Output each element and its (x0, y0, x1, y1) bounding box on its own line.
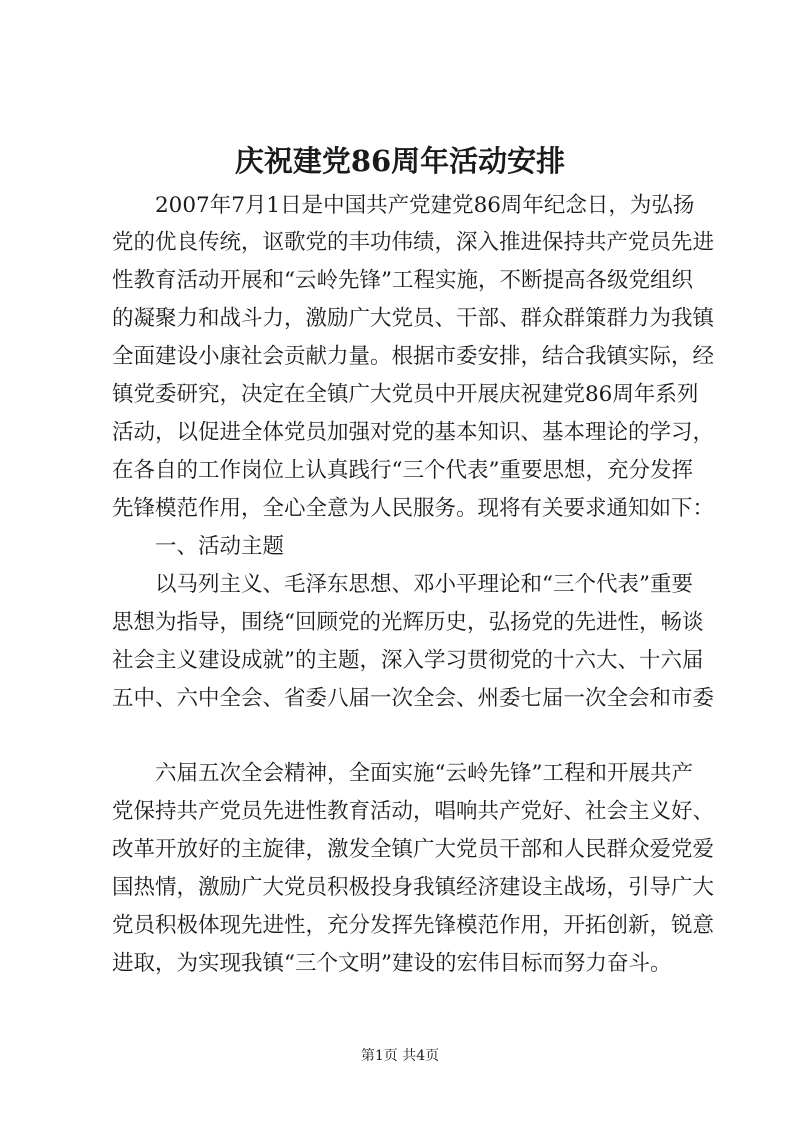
section-heading: 一、活动主题 (112, 534, 285, 559)
text-line: 镇党委研究，决定在全镇广大党员中开展庆祝建党86周年系列 (112, 382, 699, 407)
text-line: 思想为指导，围绕“回顾党的光辉历史，弘扬党的先进性，畅谈 (112, 610, 704, 635)
text-line: 性教育活动开展和“云岭先锋”工程实施，不断提高各级党组织 (112, 268, 693, 293)
text-line: 先锋模范作用，全心全意为人民服务。现将有关要求通知如下： (112, 496, 715, 521)
text-line: 以马列主义、毛泽东思想、邓小平理论和“三个代表”重要 (112, 572, 693, 597)
text-line: 活动，以促进全体党员加强对党的基本知识、基本理论的学习， (112, 420, 715, 445)
text-line: 全面建设小康社会贡献力量。根据市委安排，结合我镇实际，经 (112, 344, 715, 369)
text-line: 党员积极体现先进性，充分发挥先锋模范作用，开拓创新，锐意 (112, 913, 715, 938)
text-line: 的凝聚力和战斗力，激励广大党员、干部、群众群策群力为我镇 (112, 306, 715, 331)
page-footer: 第1页 共4页 (360, 1048, 440, 1064)
text-line: 党保持共产党员先进性教育活动，唱响共产党好、社会主义好、 (112, 799, 715, 824)
text-line: 社会主义建设成就”的主题，深入学习贯彻党的十六大、十六届 (112, 648, 704, 673)
text-line: 六届五次全会精神，全面实施“云岭先锋”工程和开展共产 (112, 761, 693, 786)
text-line: 在各自的工作岗位上认真践行“三个代表”重要思想，充分发挥 (112, 458, 693, 483)
text-line: 进取，为实现我镇“三个文明”建设的宏伟目标而努力奋斗。 (112, 951, 672, 976)
text-line: 党的优良传统，讴歌党的丰功伟绩，深入推进保持共产党员先进 (112, 230, 715, 255)
text-line: 五中、六中全会、省委八届一次全会、州委七届一次全会和市委 (112, 686, 715, 711)
text-line: 改革开放好的主旋律，激发全镇广大党员干部和人民群众爱党爱 (112, 837, 715, 862)
text-line: 国热情，激励广大党员积极投身我镇经济建设主战场，引导广大 (112, 875, 715, 900)
document-title: 庆祝建党86周年活动安排 (234, 144, 566, 178)
text-line: 2007年7月1日是中国共产党建党86周年纪念日，为弘扬 (112, 193, 695, 218)
